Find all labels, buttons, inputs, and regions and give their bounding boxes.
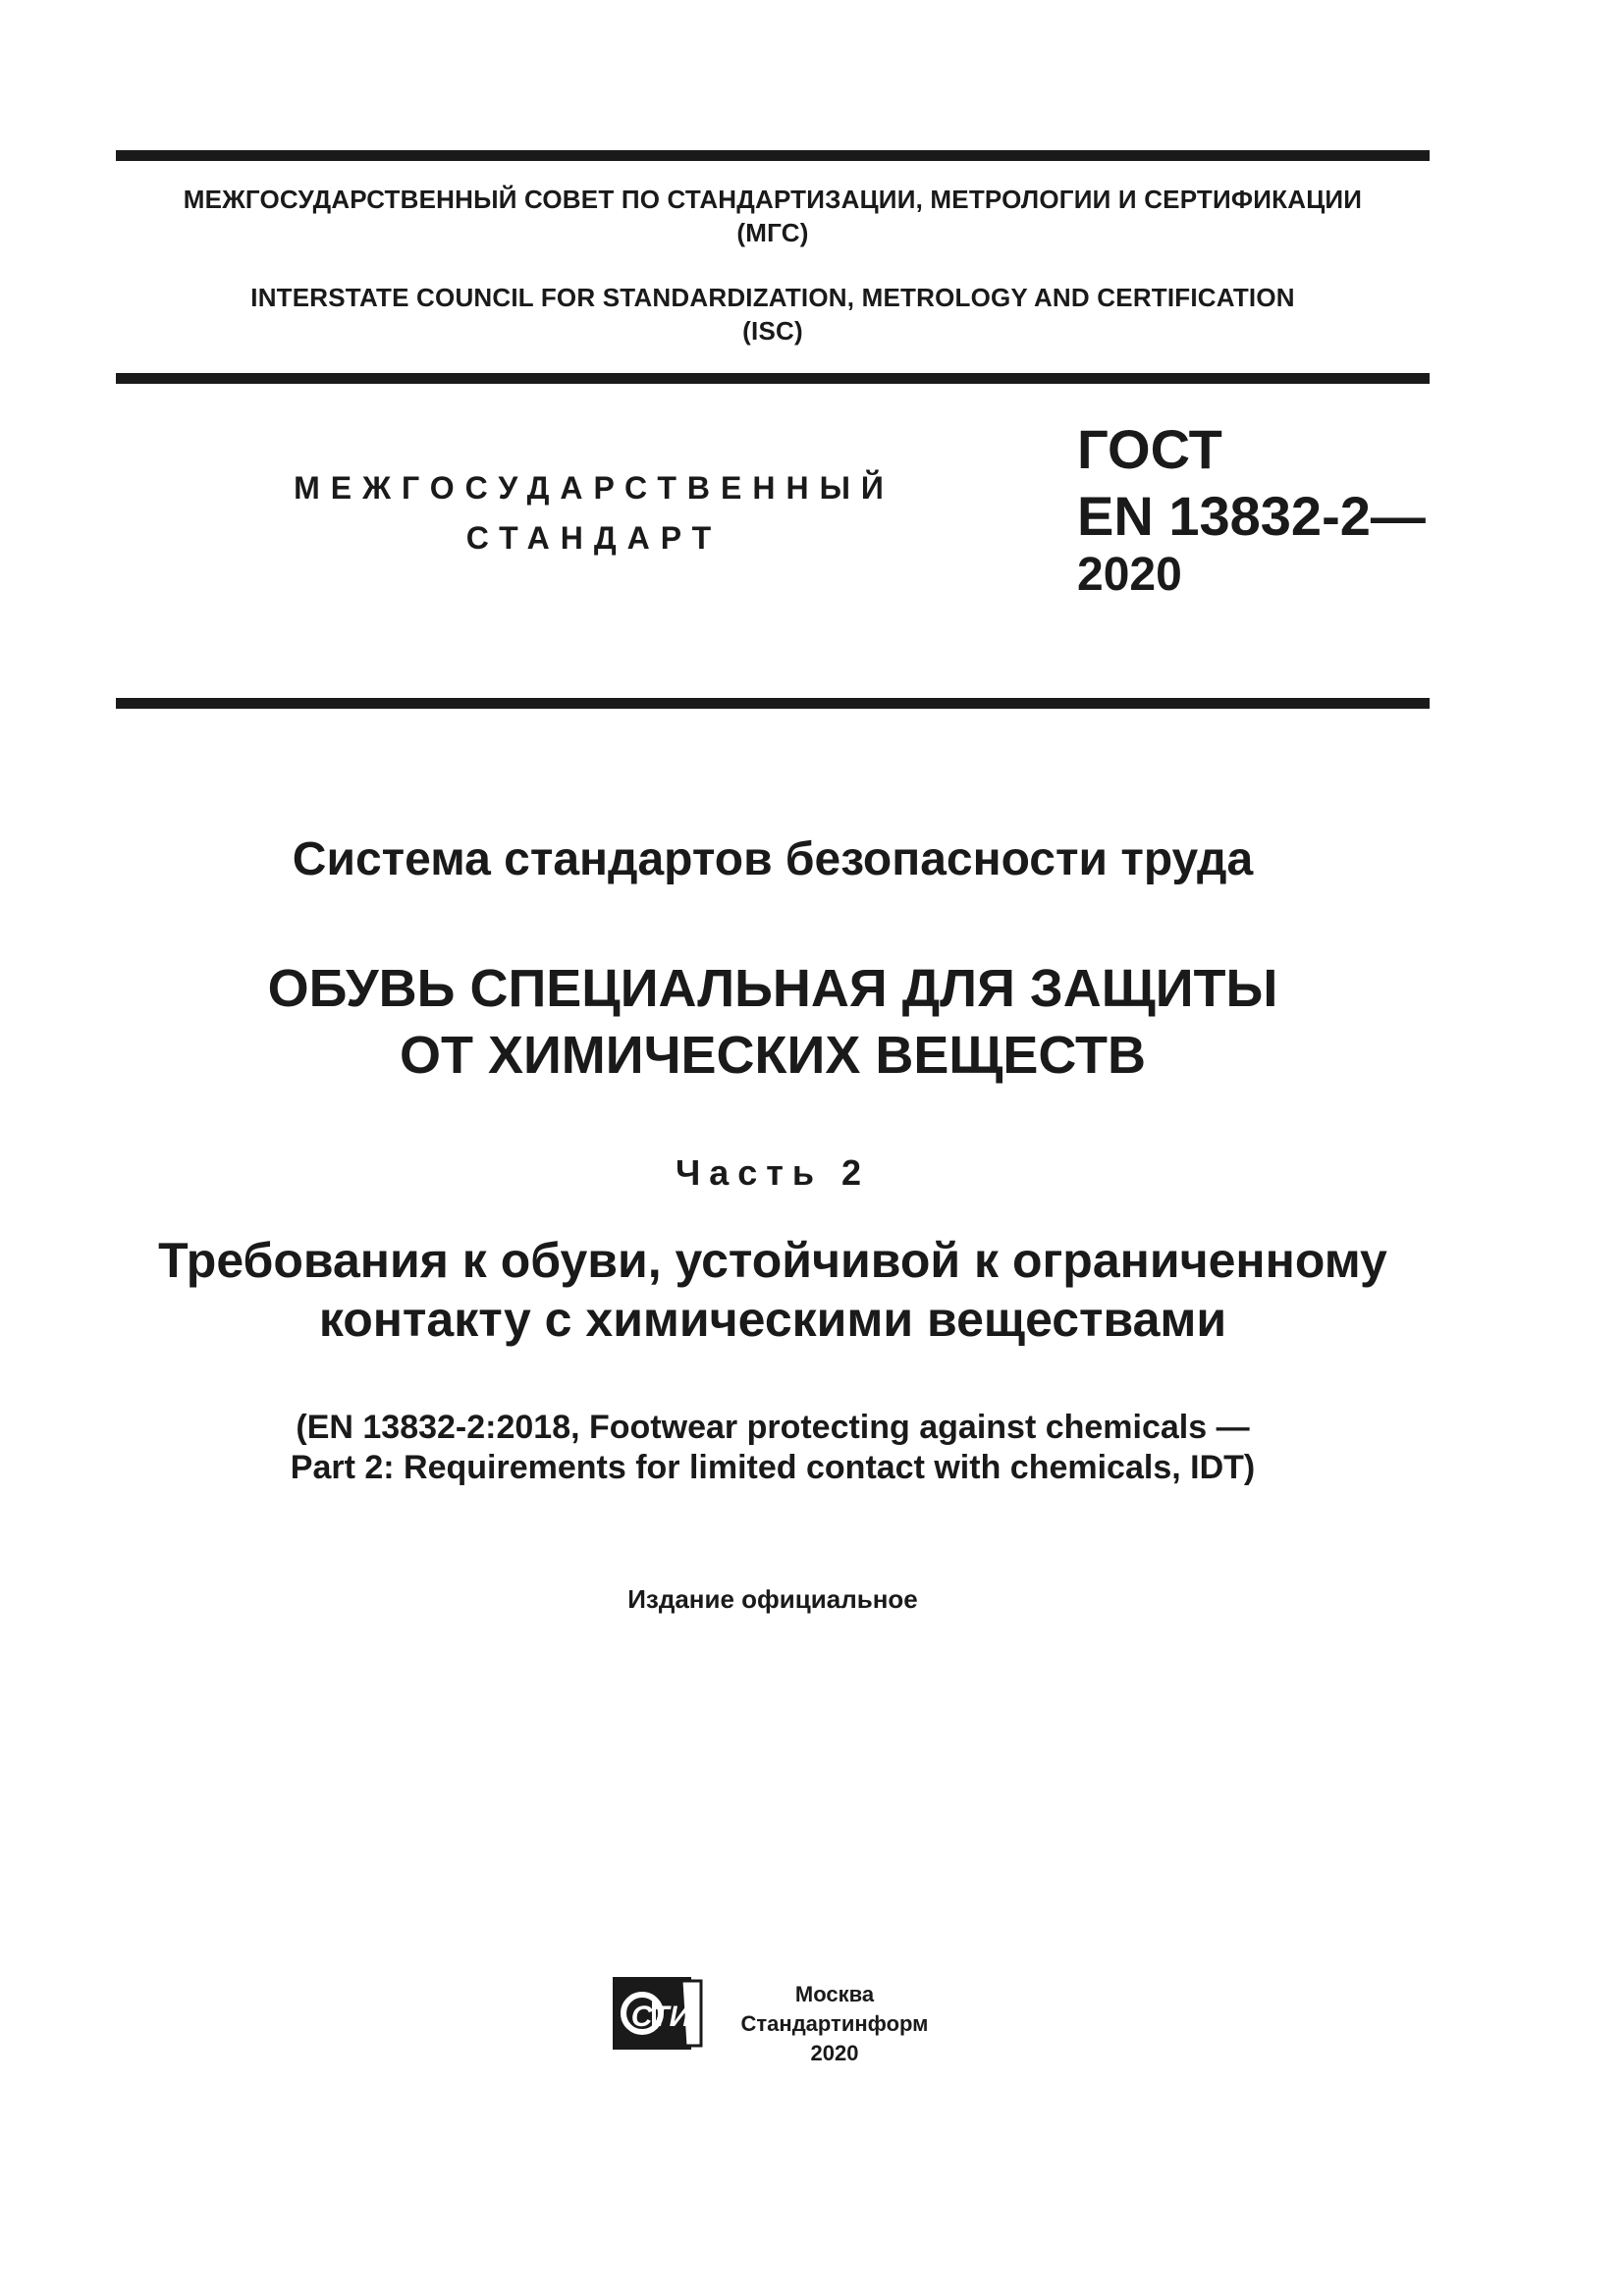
top-rule <box>116 150 1430 161</box>
gost-code-line1: ГОСТ <box>1077 418 1222 480</box>
publisher-city: Москва <box>794 1982 875 2006</box>
logo-lettering: СТИ <box>630 2001 691 2033</box>
standard-label-line2: СТАНДАРТ <box>465 520 723 556</box>
council-en-abbr: (ISC) <box>742 316 803 346</box>
gost-code-year: 2020 <box>1077 549 1182 601</box>
standartinform-logo <box>613 1977 703 2052</box>
standard-label-line1: МЕЖГОСУДАРСТВЕННЫЙ <box>294 470 894 506</box>
system-title: Система стандартов безопасности труда <box>292 833 1254 885</box>
publisher-info <box>717 1980 952 2068</box>
main-title-line1: ОБУВЬ СПЕЦИАЛЬНАЯ ДЛЯ ЗАЩИТЫ <box>267 959 1278 1018</box>
publisher-name: Стандартинформ <box>740 2011 929 2036</box>
header-rule <box>116 373 1430 384</box>
publisher-year: 2020 <box>810 2041 859 2065</box>
subtitle-line2: контакту с химическими веществами <box>318 1292 1227 1347</box>
council-ru: МЕЖГОСУДАРСТВЕННЫЙ СОВЕТ ПО СТАНДАРТИЗАЦИИ, МЕТРОЛОГИИ И СЕРТИФИКАЦИИ <box>183 185 1363 214</box>
gost-code-line2: EN 13832-2— <box>1077 485 1426 547</box>
en-reference-line2: Part 2: Requirements for limited contact with chemicals, IDT) <box>290 1449 1256 1486</box>
part-label: Часть 2 <box>675 1152 871 1193</box>
edition-note: Издание официальное <box>627 1584 918 1614</box>
council-en: INTERSTATE COUNCIL FOR STANDARDIZATION, METROLOGY AND CERTIFICATION <box>250 283 1295 312</box>
council-ru-abbr: (МГС) <box>736 218 809 247</box>
title-rule <box>116 698 1430 709</box>
en-reference-line1: (EN 13832-2:2018, Footwear protecting against chemicals — <box>296 1409 1250 1446</box>
main-title-line2: ОТ ХИМИЧЕСКИХ ВЕЩЕСТВ <box>399 1026 1147 1085</box>
subtitle-line1: Требования к обуви, устойчивой к ограниченному <box>158 1233 1387 1288</box>
